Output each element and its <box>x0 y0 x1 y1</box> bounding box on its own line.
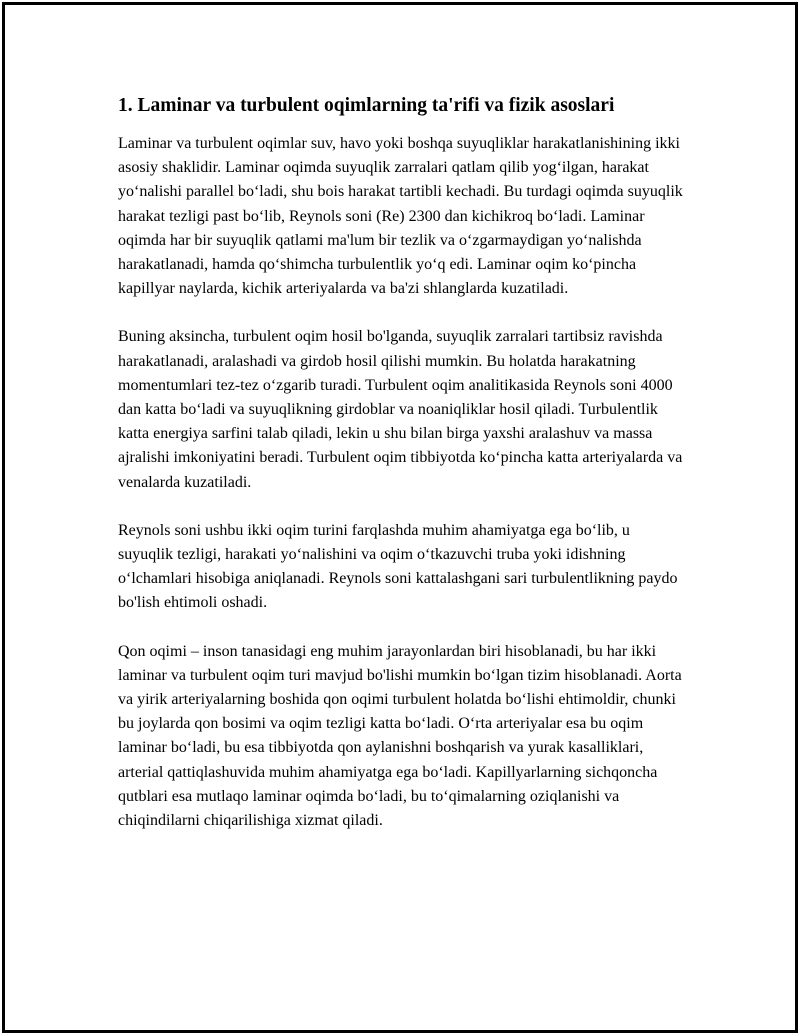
paragraph-blood-flow: Qon oqimi – inson tanasidagi eng muhim jarayonlardan biri hisoblanadi, bu har ikki laminar va turbulent oqim turi mavjud bo'lishi mumkin bo‘lgan tizim hisoblanadi. Aorta va yirik arteriyalarning boshida qon oqimi turbulent holatda bo‘lishi ehtimoldir, chunki bu joylarda qon bosimi va oqim tezligi katta bo‘ladi. O‘rta arteriyalar esa bu oqim laminar bo‘ladi, bu esa tibbiyotda qon aylanishni boshqarish va yurak kasalliklari, arterial qattiqlashuvida muhim ahamiyatga ega bo‘ladi. Kapillyarlarning sichqoncha qutblari esa mutlaqo laminar oqimda bo‘ladi, bu to‘qimalarning oziqlanishi va chiqindilarni chiqarilishiga xizmat qiladi. <box>118 642 682 830</box>
paragraph-turbulent: Buning aksincha, turbulent oqim hosil bo'lganda, suyuqlik zarralari tartibsiz ravishda harakatlanadi, aralashadi va girdob hosil qilishi mumkin. Bu holatda harakatning momentumlari tez-tez o‘zgarib turadi. Turbulent oqim analitikasida Reynols soni 4000 dan katta bo‘ladi va suyuqlikning girdoblar va noaniqliklar hosil qiladi. Turbulentlik katta energiya sarfini talab qiladi, lekin u shu bilan birga yaxshi aralashuv va massa ajralishi imkoniyatini beradi. Turbulent oqim tibbiyotda ko‘pincha katta arteriyalarda va venalarda kuzatiladi. <box>118 328 683 491</box>
paragraph-reynolds: Reynols soni ushbu ikki oqim turini farqlashda muhim ahamiyatga ega bo‘lib, u suyuqlik tezligi, harakati yo‘nalishini va oqim o‘tkazuvchi truba yoki idishning o‘lchamlari hisobiga aniqlanadi. Reynols soni kattalashgani sari turbulentlikning paydo bo'lish ehtimoli oshadi. <box>118 521 678 612</box>
section-heading: 1. Laminar va turbulent oqimlarning ta'rifi va fizik asoslari <box>118 95 615 116</box>
paragraph-laminar: Laminar va turbulent oqimlar suv, havo yoki boshqa suyuqliklar harakatlanishining ikki asosiy shaklidir. Laminar oqimda suyuqlik zarralari qatlam qilib yog‘ilgan, harakat yo‘nalishi parallel bo‘ladi, shu bois harakat tartibli kechadi. Bu turdagi oqimda suyuqlik harakat tezligi past bo‘lib, Reynols soni (Re) 2300 dan kichikroq bo‘ladi. Laminar oqimda har bir suyuqlik qatlami ma'lum bir tezlik va o‘zgarmaydigan yo‘nalishda harakatlanadi, hamda qo‘shimcha turbulentlik yo‘q edi. Laminar oqim ko‘pincha kapillyar naylarda, kichik arteriyalarda va ba'zi shlanglarda kuzatiladi. <box>118 135 683 298</box>
document-body <box>118 94 683 857</box>
